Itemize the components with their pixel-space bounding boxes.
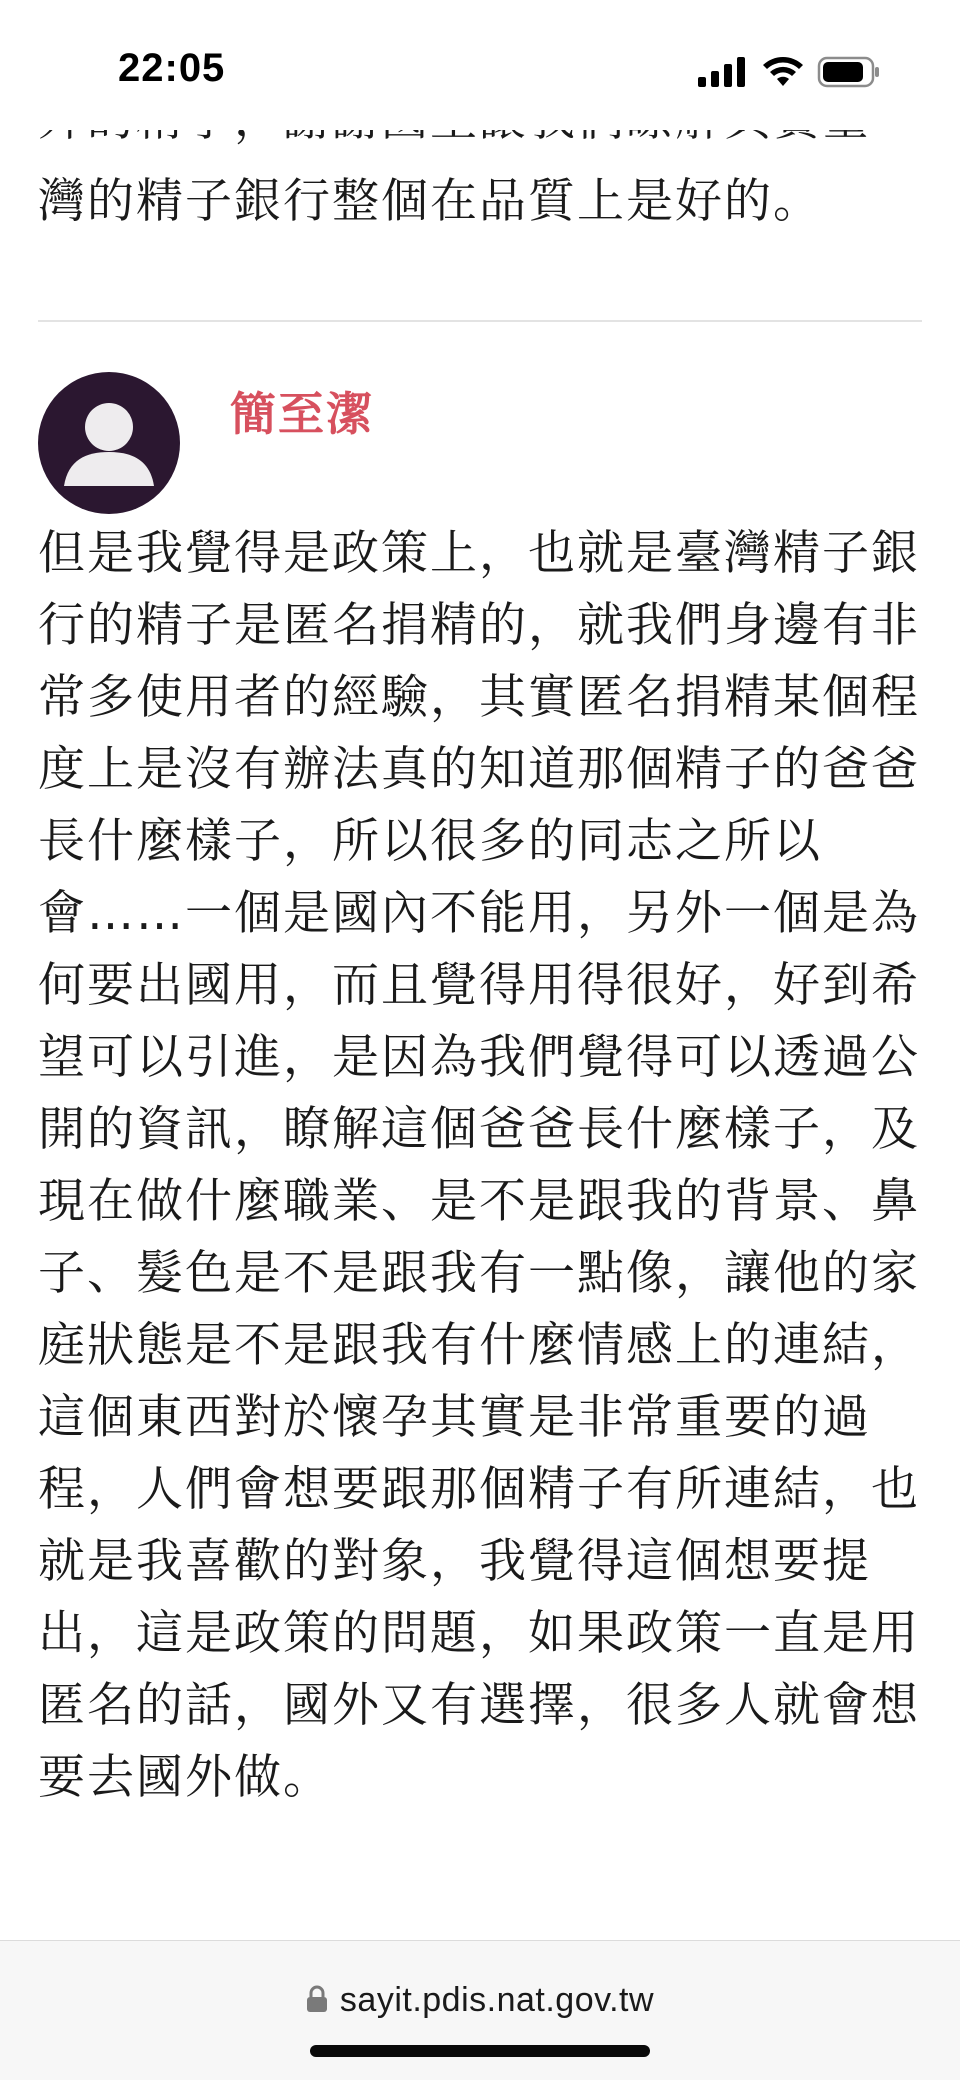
- default-user-avatar-icon[interactable]: [38, 372, 180, 514]
- lock-icon: [306, 1985, 328, 2017]
- status-bar: [0, 0, 960, 130]
- cellular-signal-icon: [698, 57, 748, 87]
- speech-divider: [38, 320, 922, 322]
- speech-list: [38, 0, 922, 1940]
- previous-speech-text: 灣的精子銀行整個在品質上是好的。: [38, 174, 822, 229]
- battery-icon: [818, 56, 880, 88]
- speech-text: 但是我覺得是政策上，也就是臺灣精子銀行的精子是匿名捐精的，就我們身邊有非常多使用者的經驗，其實匿名捐精某個程度上是沒有辦法真的知道那個精子的爸爸長什麼樣子，所以很多的同志之所以會……一個是國內不能用，另外一個是為何要出國用，而且覺得用得很好，好到希望可以引進，是因為我們覺得可以透過公開的資訊，瞭解這個爸爸長什麼樣子，及現在做什麼職業、是不是跟我的背景、鼻子、髮色是不是跟我有一點像，讓他的家庭狀態是不是跟我有什麼情感上的連結，這個東西對於懷孕其實是非常重要的過程，人們會想要跟那個精子有所連結，也就是我喜歡的對象，我覺得這個想要提出，這是政策的問題，如果政策一直是用匿名的話，國外又有選擇，很多人就會想要去國外做。: [38, 526, 920, 1805]
- home-indicator[interactable]: [310, 2045, 650, 2057]
- url-display[interactable]: [0, 1981, 960, 2020]
- url-text: sayit.pdis.nat.gov.tw: [339, 1981, 655, 2019]
- previous-speech-clipped-line: [38, 130, 922, 156]
- speaker-name-link[interactable]: 簡至潔: [230, 387, 374, 441]
- status-icons: [698, 52, 880, 92]
- browser-url-bar[interactable]: [0, 1940, 960, 2080]
- wifi-icon: [762, 56, 804, 88]
- status-time: 22:05: [118, 46, 226, 90]
